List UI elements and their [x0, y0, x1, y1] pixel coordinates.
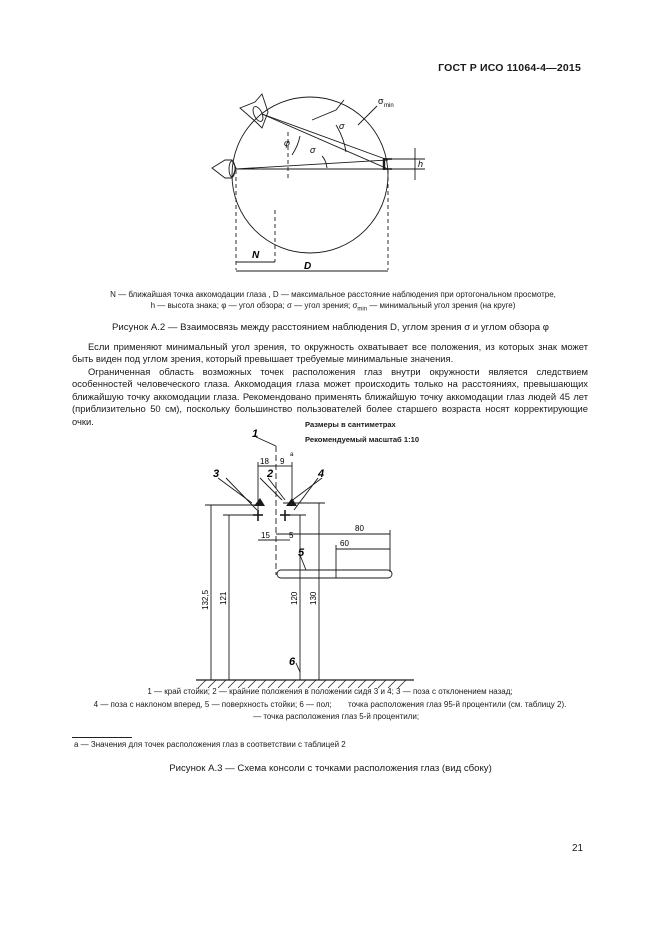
legend-a3-line2: 4 — поза с наклоном вперед, 5 — поверхность стойки; 6 — пол; точка расположения глаз 95-й процентили (см. таблицу 2).	[93, 699, 567, 709]
paragraph-2: Ограниченная область возможных точек расположения глаз внутри окружности является следствием особенностей человеческого глаза. Аккомодация глаза может происходить только на расстояниях, превышающих ближайшую точку аккомодации глаза. Рекомендовано применять ближайшую точку аккомодации глаз людей 45 лет (приблизительно 50 см), поскольку большинство пользователей более старшего возраста носят корректирующие очки.	[72, 366, 588, 427]
callout-1: 1	[252, 428, 259, 440]
label-sigma-outer: σ	[339, 121, 345, 131]
dim-132-5: 132,5	[201, 589, 210, 610]
dim-121: 121	[219, 591, 228, 605]
page-number: 21	[572, 843, 584, 854]
dim-5: 5	[289, 531, 294, 540]
eye-point-95-icon	[286, 498, 297, 506]
footnote-mark-a: а	[290, 452, 294, 458]
figure-a3-units: Размеры в сантиметрах	[305, 420, 396, 429]
console-surface	[277, 570, 392, 578]
dim-15: 15	[261, 531, 270, 540]
dim-120: 120	[290, 591, 299, 605]
legend-a3-line1: 1 — край стойки; 2 — крайние положения в положении сидя 3 и 4; 3 — поза с отклонением назад;	[147, 687, 513, 696]
figure-a3-caption: Рисунок А.3 — Схема консоли с точками расположения глаз (вид сбоку)	[169, 763, 492, 774]
footnote-divider	[72, 737, 132, 738]
legend-a2-line2: h — высота знака; φ — угол обзора; σ — угол зрения; $\sigma_{min}$ — минимальный угол зрения (на круге)	[150, 301, 516, 313]
footnote: а — Значения для точек расположения глаз в соответствии с таблицей 2	[74, 740, 346, 749]
dim-80: 80	[355, 524, 364, 533]
label-sigma-min-sub: min	[384, 103, 394, 109]
callout-5: 5	[298, 547, 305, 559]
label-sigma-min: σ	[378, 96, 384, 106]
legend-a3-line3: — точка расположения глаз 5-й процентили;	[250, 712, 420, 721]
dim-60: 60	[340, 539, 349, 548]
figure-a3-scale: Рекомендуемый масштаб 1:10	[305, 435, 420, 444]
callout-4: 4	[318, 468, 325, 480]
figure-a3-legend	[40, 686, 620, 724]
document-id: ГОСТ Р ИСО 11064-4—2015	[438, 62, 581, 74]
callout-6: 6	[289, 656, 296, 668]
callout-3: 3	[213, 468, 220, 480]
dim-18: 18	[260, 457, 269, 466]
callout-2: 2	[267, 468, 274, 480]
label-phi: φ	[284, 138, 290, 148]
dim-9: 9	[280, 457, 285, 466]
label-N: N	[252, 250, 260, 261]
eye-point-95-icon	[254, 498, 265, 506]
label-D: D	[304, 261, 312, 272]
figure-a2-caption: Рисунок А.2 — Взаимосвязь между расстоянием наблюдения D, углом зрения σ и углом обзора φ	[111, 322, 550, 333]
paragraph-1: Если применяют минимальный угол зрения, то окружность охватывает все положения, из которых знак может быть виден под углом зрения, который превышает требуемые минимальные значения.	[72, 341, 588, 365]
dim-130: 130	[309, 591, 318, 605]
legend-a2-line1: N — ближайшая точка аккомодации глаза , D — максимальное расстояние наблюдения при ортогональном просмотре,	[110, 290, 556, 299]
label-h: h	[418, 159, 424, 169]
label-sigma-inner: σ	[310, 145, 316, 155]
